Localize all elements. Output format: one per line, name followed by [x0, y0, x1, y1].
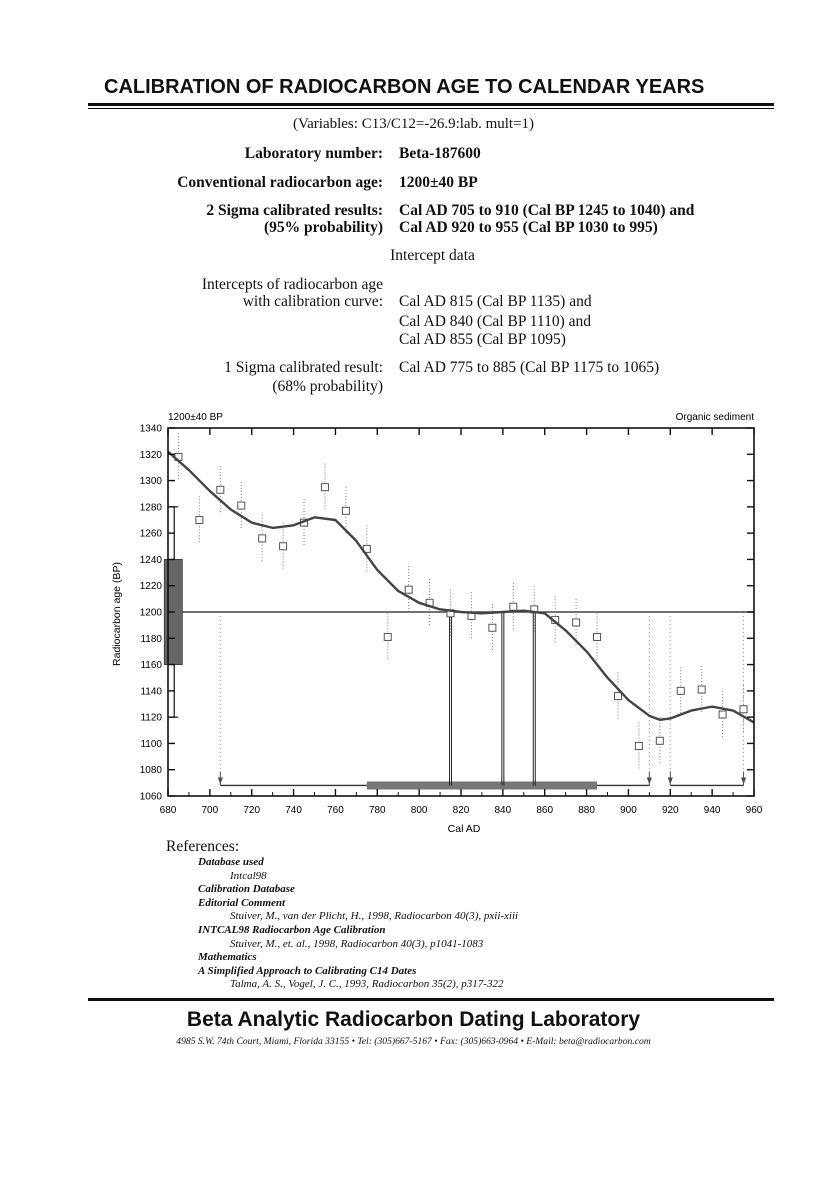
sigma1-label: 1 Sigma calibrated result:: [224, 359, 383, 376]
data-point: [656, 737, 663, 744]
conventional-age-label: Conventional radiocarbon age:: [177, 174, 383, 191]
data-point: [321, 484, 328, 491]
sigma1-range-bar: [367, 781, 597, 789]
chart-sample-type-label: Organic sediment: [675, 412, 754, 423]
references-heading: References:: [166, 838, 240, 855]
y-tick-label: 1200: [139, 607, 162, 619]
data-point: [196, 517, 203, 524]
sigma1-probability-label: (68% probability): [272, 378, 383, 395]
data-point: [698, 686, 705, 693]
intercept-value-3: Cal AD 855 (Cal BP 1095): [399, 331, 566, 348]
variables-line: (Variables: C13/C12=-26.9:lab. mult=1): [292, 116, 535, 132]
report-title: CALIBRATION OF RADIOCARBON AGE TO CALENDAR YEARS: [104, 76, 705, 98]
reference-line: Intcal98: [230, 869, 267, 882]
reference-line: Calibration Database: [198, 883, 295, 896]
x-tick-label: 720: [243, 805, 261, 816]
reference-line: Talma, A. S., Vogel, J. C., 1993, Radiocarbon 35(2), p317-322: [230, 978, 504, 991]
x-tick-label: 960: [745, 805, 763, 816]
conventional-age-value: 1200±40 BP: [399, 174, 478, 191]
y-tick-label: 1060: [139, 791, 162, 803]
x-axis-label: Cal AD: [447, 823, 481, 835]
intercept-value-2: Cal AD 840 (Cal BP 1110) and: [399, 313, 592, 330]
data-point: [614, 693, 621, 700]
x-tick-label: 760: [327, 805, 344, 816]
y-tick-label: 1240: [139, 554, 162, 566]
reference-line: Stuiver, M., et. al., 1998, Radiocarbon 40(3), p1041-1083: [230, 937, 484, 950]
reference-line: A Simplified Approach to Calibrating C14 Dates: [198, 964, 417, 977]
lab-address: 4985 S.W. 74th Court, Miami, Florida 33155 • Tel: (305)667-5167 • Fax: (305)663-0964 • E-Mail: beta@radiocarbon.com: [176, 1036, 651, 1047]
lab-number-value: Beta-187600: [399, 145, 481, 162]
data-point: [740, 706, 747, 713]
y-tick-label: 1140: [140, 686, 162, 698]
calibration-curve: [168, 452, 754, 723]
x-tick-label: 900: [620, 805, 637, 816]
y-tick-label: 1160: [140, 660, 162, 672]
y-tick-label: 1280: [139, 502, 162, 514]
data-point: [677, 687, 684, 694]
data-point: [510, 603, 517, 610]
x-tick-label: 880: [578, 805, 595, 816]
x-tick-label: 700: [201, 805, 219, 816]
intercept-heading: Intercept data: [390, 247, 475, 264]
y-tick-label: 1180: [140, 633, 162, 645]
intercepts-label-1: Intercepts of radiocarbon age: [201, 276, 383, 293]
y-tick-label: 1120: [140, 712, 162, 724]
x-tick-label: 800: [410, 805, 428, 816]
sigma2-label: 2 Sigma calibrated results:: [206, 202, 383, 219]
data-point: [342, 507, 349, 514]
x-tick-label: 740: [285, 805, 302, 816]
data-point: [238, 502, 245, 509]
data-point: [573, 619, 580, 626]
data-point: [635, 743, 642, 750]
y-tick-label: 1080: [139, 765, 162, 777]
data-point: [280, 543, 287, 550]
header-rule: [88, 103, 774, 106]
y-tick-label: 1260: [139, 528, 162, 540]
x-tick-label: 840: [494, 805, 512, 816]
lab-number-label: Laboratory number:: [244, 145, 383, 162]
intercept-value-1: Cal AD 815 (Cal BP 1135) and: [399, 293, 592, 310]
data-point: [384, 633, 391, 640]
reference-line: Editorial Comment: [198, 896, 286, 909]
data-point: [594, 633, 601, 640]
y-tick-label: 1300: [139, 476, 162, 488]
reference-line: Stuiver, M., van der Plicht, H., 1998, Radiocarbon 40(3), pxii-xiii: [230, 910, 519, 923]
data-point: [217, 486, 224, 493]
x-tick-label: 920: [661, 805, 679, 816]
data-point: [259, 535, 266, 542]
reference-line: INTCAL98 Radiocarbon Age Calibration: [198, 923, 386, 936]
y-axis-label: Radiocarbon age (BP): [111, 562, 123, 666]
reference-line: Mathematics: [198, 951, 257, 964]
intercepts-label-2: with calibration curve:: [242, 293, 383, 310]
x-tick-label: 780: [368, 805, 386, 816]
data-point: [719, 711, 726, 718]
x-tick-label: 820: [452, 805, 470, 816]
data-point: [489, 624, 496, 631]
y-tick-label: 1320: [139, 449, 162, 461]
y-tick-label: 1220: [139, 581, 162, 593]
lab-name: Beta Analytic Radiocarbon Dating Laboratory: [186, 1008, 641, 1031]
y-tick-label: 1340: [139, 423, 162, 435]
sigma2-probability-label: (95% probability): [264, 219, 383, 236]
y-tick-label: 1100: [140, 738, 162, 750]
footer-rule: [88, 998, 774, 1001]
references-list: [198, 856, 758, 992]
chart-sample-age-label: 1200±40 BP: [168, 412, 223, 423]
x-tick-label: 940: [703, 805, 721, 816]
sigma2-result-1: Cal AD 705 to 910 (Cal BP 1245 to 1040) and: [399, 202, 695, 219]
sigma2-result-2: Cal AD 920 to 955 (Cal BP 1030 to 995): [399, 219, 658, 236]
calibration-chart: [100, 402, 780, 842]
x-tick-label: 860: [536, 805, 554, 816]
reference-line: Database used: [198, 856, 264, 868]
header-rule-thin: [88, 108, 774, 109]
sigma1-result: Cal AD 775 to 885 (Cal BP 1175 to 1065): [399, 359, 660, 376]
x-tick-label: 680: [159, 805, 177, 816]
data-point: [405, 586, 412, 593]
plot-area: [140, 424, 763, 817]
